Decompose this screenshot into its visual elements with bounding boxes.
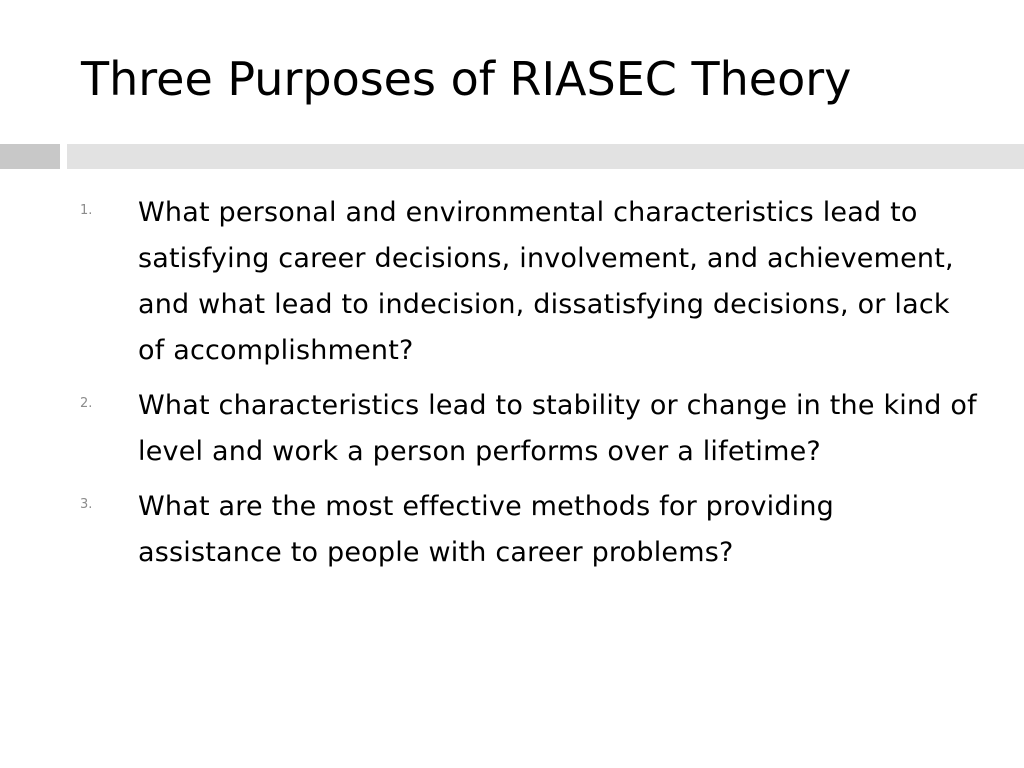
list-item-number: 1. [80, 203, 93, 218]
list-item-number: 2. [80, 396, 93, 411]
list-item-text: What personal and environmental characteristics lead to satisfying career decisions, involvement, and achievement, and what lead to indecision, dissatisfying decisions, or lack of accomplishment? [138, 197, 954, 366]
list-item-text: What characteristics lead to stability or change in the kind of level and work a person performs over a lifetime? [138, 390, 977, 467]
list-item-number: 3. [80, 497, 93, 512]
list-item [0, 190, 1024, 374]
list-item [0, 383, 1024, 475]
numbered-list [0, 190, 1024, 585]
slide-title: Three Purposes of RIASEC Theory [81, 52, 852, 106]
list-item-text: What are the most effective methods for providing assistance to people with career problems? [138, 491, 835, 568]
title-divider-left [0, 144, 60, 169]
list-item [0, 484, 1024, 576]
title-divider-right [67, 144, 1024, 169]
